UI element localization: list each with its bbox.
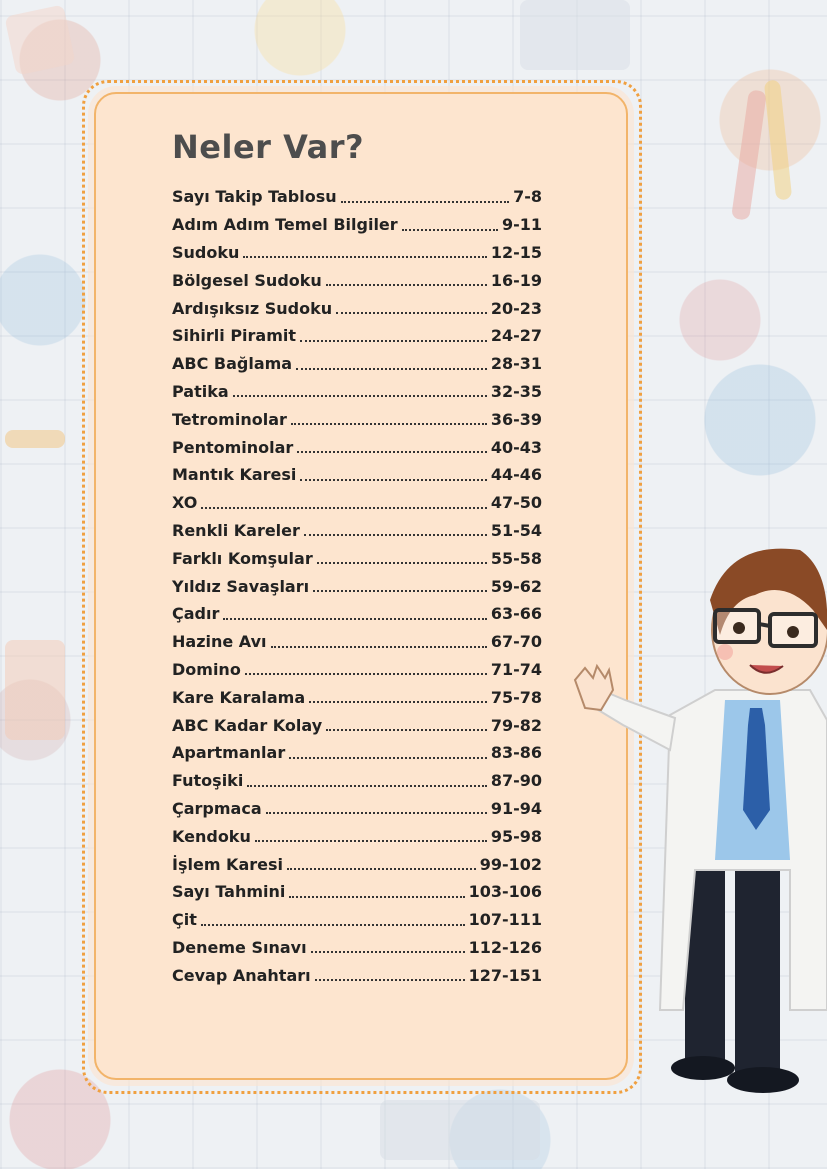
dot-leader — [296, 368, 487, 370]
toc-entry-title: Bölgesel Sudoku — [172, 270, 322, 290]
toc-entry — [172, 739, 542, 767]
toc-entry-pages: 36-39 — [490, 409, 542, 429]
dot-leader — [233, 395, 487, 397]
toc-entry — [172, 822, 542, 850]
toc-entry — [172, 266, 542, 294]
dot-leader — [304, 534, 487, 536]
toc-entry-pages: 67-70 — [490, 632, 542, 652]
dot-leader — [300, 340, 487, 342]
table-of-contents — [172, 183, 542, 989]
toc-entry-title: Cevap Anahtarı — [172, 965, 311, 985]
toc-entry-pages: 75-78 — [490, 687, 542, 707]
toc-entry-title: İşlem Karesi — [172, 854, 283, 874]
dot-leader — [300, 479, 486, 481]
toc-entry-pages: 28-31 — [490, 354, 542, 374]
toc-entry-title: Çadır — [172, 604, 220, 624]
dot-leader — [326, 284, 487, 286]
toc-entry — [172, 628, 542, 656]
dot-leader — [223, 618, 486, 620]
toc-entry-pages: 24-27 — [490, 326, 542, 346]
toc-entry — [172, 405, 542, 433]
toc-entry — [172, 517, 542, 545]
toc-entry — [172, 767, 542, 795]
toc-entry-pages: 7-8 — [513, 187, 542, 207]
toc-entry — [172, 795, 542, 823]
toc-entry-title: Renkli Kareler — [172, 520, 300, 540]
dot-leader — [201, 924, 465, 926]
toc-entry-pages: 71-74 — [490, 659, 542, 679]
toc-entry — [172, 850, 542, 878]
toc-entry-pages: 103-106 — [468, 882, 542, 902]
dot-leader — [287, 868, 476, 870]
dot-leader — [271, 646, 487, 648]
background-jar-icon — [5, 640, 65, 740]
dot-leader — [313, 590, 487, 592]
toc-entry-pages: 83-86 — [490, 743, 542, 763]
toc-entry-title: Sayı Tahmini — [172, 882, 286, 902]
toc-entry-title: Mantık Karesi — [172, 465, 297, 485]
dot-leader — [247, 785, 487, 787]
toc-entry — [172, 322, 542, 350]
toc-entry-pages: 107-111 — [468, 910, 542, 930]
toc-entry — [172, 544, 542, 572]
dot-leader — [266, 812, 487, 814]
toc-entry-title: Ardışıksız Sudoku — [172, 298, 333, 318]
background-book-icon — [520, 0, 630, 70]
toc-entry-pages: 44-46 — [490, 465, 542, 485]
toc-entry — [172, 711, 542, 739]
toc-entry-title: Sihirli Piramit — [172, 326, 297, 346]
dot-leader — [402, 229, 498, 231]
dot-leader — [245, 673, 487, 675]
toc-entry — [172, 211, 542, 239]
toc-entry-title: Deneme Sınavı — [172, 937, 307, 957]
toc-entry-title: Adım Adım Temel Bilgiler — [172, 215, 398, 235]
toc-entry-title: Kendoku — [172, 826, 251, 846]
background-ruler-icon — [5, 430, 65, 448]
page-title: Neler Var? — [172, 128, 365, 166]
toc-entry — [172, 656, 542, 684]
toc-entry-pages: 87-90 — [490, 771, 542, 791]
toc-entry-pages: 9-11 — [501, 215, 542, 235]
background-card-icon — [4, 4, 75, 75]
toc-entry — [172, 878, 542, 906]
toc-entry-pages: 127-151 — [468, 965, 542, 985]
toc-entry-title: Kare Karalama — [172, 687, 306, 707]
dot-leader — [297, 451, 487, 453]
dot-leader — [309, 701, 487, 703]
dot-leader — [311, 951, 465, 953]
toc-entry-pages: 32-35 — [490, 381, 542, 401]
toc-entry-pages: 59-62 — [490, 576, 542, 596]
toc-entry-pages: 47-50 — [490, 493, 542, 513]
toc-entry-title: Yıldız Savaşları — [172, 576, 310, 596]
toc-entry-title: Sayı Takip Tablosu — [172, 187, 337, 207]
toc-entry-pages: 99-102 — [479, 854, 542, 874]
toc-entry — [172, 433, 542, 461]
toc-entry-pages: 95-98 — [490, 826, 542, 846]
toc-entry-pages: 51-54 — [490, 520, 542, 540]
toc-entry-title: XO — [172, 493, 198, 513]
dot-leader — [326, 729, 487, 731]
dot-leader — [201, 507, 486, 509]
toc-entry-title: Tetrominolar — [172, 409, 287, 429]
toc-entry-title: Sudoku — [172, 242, 240, 262]
dot-leader — [317, 562, 487, 564]
toc-entry-pages: 91-94 — [490, 798, 542, 818]
toc-entry — [172, 294, 542, 322]
toc-entry-title: ABC Kadar Kolay — [172, 715, 323, 735]
toc-entry — [172, 906, 542, 934]
toc-entry — [172, 183, 542, 211]
dot-leader — [336, 312, 487, 314]
toc-entry-title: Hazine Avı — [172, 632, 267, 652]
toc-entry — [172, 934, 542, 962]
toc-entry-title: Apartmanlar — [172, 743, 286, 763]
toc-entry-pages: 40-43 — [490, 437, 542, 457]
toc-entry-pages: 20-23 — [490, 298, 542, 318]
toc-entry-pages: 55-58 — [490, 548, 542, 568]
toc-entry-title: Pentominolar — [172, 437, 294, 457]
toc-entry — [172, 378, 542, 406]
toc-entry-title: Farklı Komşular — [172, 548, 313, 568]
dot-leader — [341, 201, 509, 203]
scientist-character-illustration — [565, 540, 827, 1169]
toc-entry — [172, 683, 542, 711]
dot-leader — [243, 256, 486, 258]
toc-entry-pages: 112-126 — [468, 937, 542, 957]
toc-entry — [172, 350, 542, 378]
dot-leader — [315, 979, 465, 981]
toc-entry-title: Futoşiki — [172, 771, 244, 791]
toc-entry — [172, 961, 542, 989]
toc-entry — [172, 600, 542, 628]
toc-entry-title: Çarpmaca — [172, 798, 262, 818]
toc-entry-pages: 63-66 — [490, 604, 542, 624]
toc-entry-title: Çit — [172, 910, 197, 930]
toc-entry — [172, 572, 542, 600]
dot-leader — [255, 840, 487, 842]
background-books-icon — [380, 1100, 540, 1160]
toc-entry-title: Domino — [172, 659, 241, 679]
toc-entry-title: Patika — [172, 381, 229, 401]
toc-entry — [172, 239, 542, 267]
dot-leader — [289, 757, 487, 759]
toc-entry-pages: 79-82 — [490, 715, 542, 735]
dot-leader — [289, 896, 464, 898]
toc-entry-title: ABC Bağlama — [172, 354, 293, 374]
toc-entry — [172, 489, 542, 517]
toc-entry-pages: 12-15 — [490, 242, 542, 262]
toc-entry — [172, 461, 542, 489]
dot-leader — [291, 423, 487, 425]
toc-entry-pages: 16-19 — [490, 270, 542, 290]
